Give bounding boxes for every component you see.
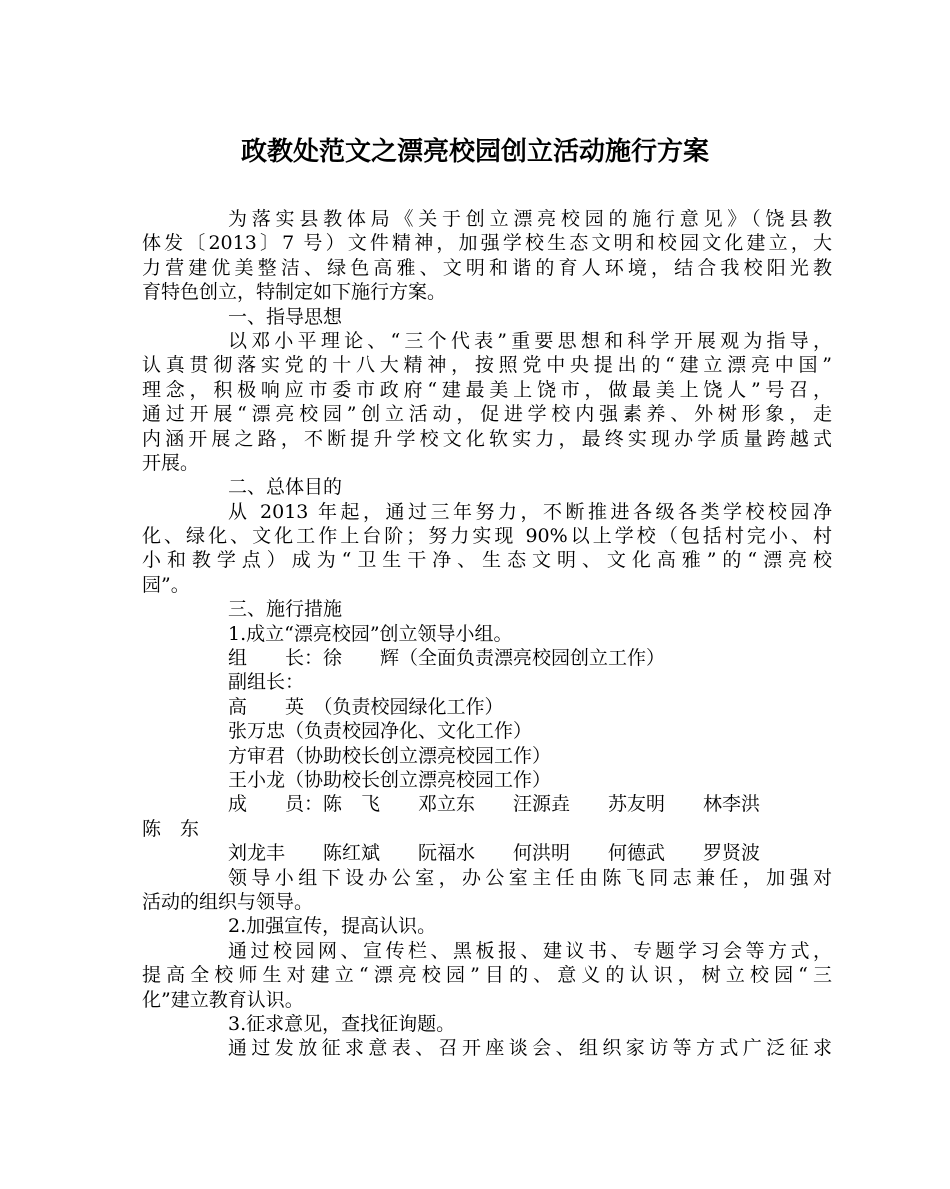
- paragraph-line: 方审君（协助校长创立漂亮校园工作）: [228, 744, 552, 767]
- paragraph-line: 开展。: [142, 451, 200, 474]
- paragraph-line: 以邓小平理论、“三个代表”重要思想和科学开展观为指导，: [228, 329, 832, 352]
- paragraph-line: 育特色创立，特制定如下施行方案。: [142, 281, 447, 304]
- paragraph-line: 成 员：陈 飞 邓立东 汪源垚 苏友明 林李洪: [228, 793, 761, 816]
- paragraph-line: 刘龙丰 陈红斌 阮福水 何洪明 何德武 罗贤波: [228, 842, 761, 865]
- paragraph-line: 提高全校师生对建立“漂亮校园”目的、意义的认识，树立校园“三: [142, 964, 832, 987]
- paragraph-line: 化、绿化、文化工作上台阶；努力实现 90%以上学校（包括村完小、村: [142, 525, 832, 548]
- paragraph-line: 3.征求意见，查找征询题。: [228, 1012, 456, 1035]
- document-title: 政教处范文之漂亮校园创立活动施行方案: [240, 137, 709, 167]
- document-body: [142, 207, 832, 1061]
- paragraph-line: 力营建优美整洁、绿色高雅、文明和谐的育人环境，结合我校阳光教: [142, 256, 832, 279]
- paragraph-line: 小和教学点）成为“卫生干净、生态文明、文化高雅”的“漂亮校: [142, 549, 832, 572]
- paragraph-line: 二、总体目的: [228, 476, 343, 499]
- paragraph-line: 王小龙（协助校长创立漂亮校园工作）: [228, 768, 552, 791]
- paragraph-line: 高 英 （负责校园绿化工作）: [228, 695, 504, 718]
- paragraph-line: 认真贯彻落实党的十八大精神，按照党中央提出的“建立漂亮中国”: [142, 354, 832, 377]
- paragraph-line: 张万忠（负责校园净化、文化工作）: [228, 720, 533, 743]
- paragraph-line: 副组长：: [228, 671, 305, 694]
- paragraph-line: 化”建立教育认识。: [142, 988, 304, 1011]
- paragraph-line: 内涵开展之路，不断提升学校文化软实力，最终实现办学质量跨越式: [142, 427, 832, 450]
- paragraph-line: 2.加强宣传，提高认识。: [228, 915, 437, 938]
- paragraph-line: 园”。: [142, 573, 190, 596]
- paragraph-line: 从 2013 年起，通过三年努力，不断推进各级各类学校校园净: [228, 500, 832, 523]
- paragraph-line: 陈 东: [142, 817, 200, 840]
- paragraph-line: 活动的组织与领导。: [142, 890, 314, 913]
- paragraph-line: 通过校园网、宣传栏、黑板报、建议书、专题学习会等方式，: [228, 939, 832, 962]
- paragraph-line: 通过发放征求意表、召开座谈会、组织家访等方式广泛征求: [228, 1037, 832, 1060]
- paragraph-line: 一、指导思想: [228, 305, 343, 328]
- paragraph-line: 理念，积极响应市委市政府“建最美上饶市，做最美上饶人”号召，: [142, 378, 832, 401]
- paragraph-line: 为落实县教体局《关于创立漂亮校园的施行意见》（饶县教: [228, 208, 832, 230]
- paragraph-line: 组 长：徐 辉（全面负责漂亮校园创立工作）: [228, 647, 666, 670]
- paragraph-line: 1.成立“漂亮校园”创立领导小组。: [228, 622, 513, 645]
- paragraph-line: 通过开展“漂亮校园”创立活动，促进学校内强素养、外树形象，走: [142, 403, 832, 426]
- paragraph-line: 体发〔2013〕7 号）文件精神，加强学校生态文明和校园文化建立，大: [142, 232, 832, 255]
- paragraph-line: 三、施行措施: [228, 598, 343, 621]
- paragraph-line: 领导小组下设办公室，办公室主任由陈飞同志兼任，加强对: [228, 866, 832, 889]
